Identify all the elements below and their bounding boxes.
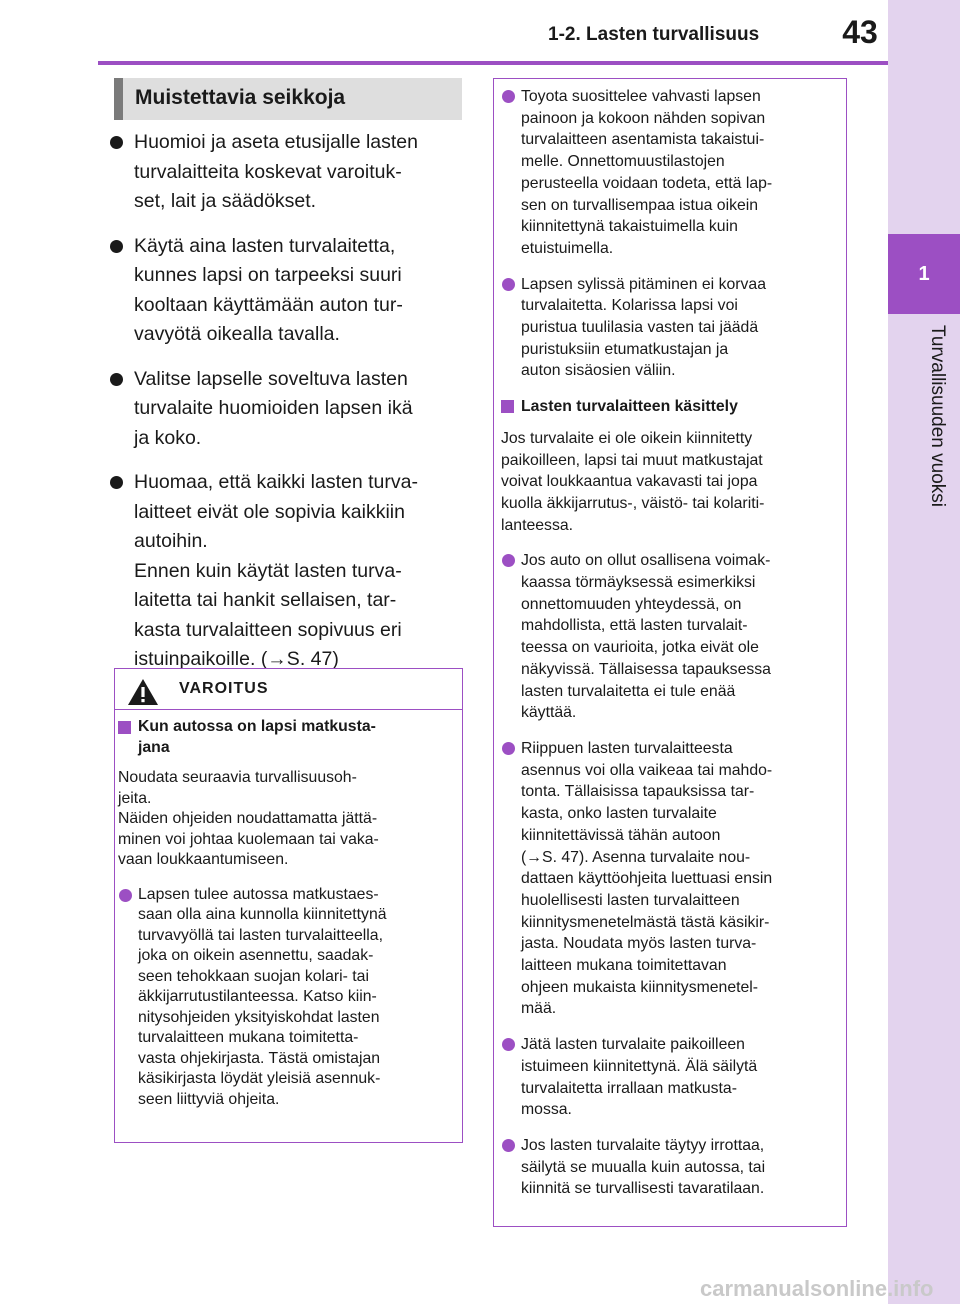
text-line: painoon ja kokoon nähden sopivan — [521, 109, 766, 127]
text-line: Jos lasten turvalaite täytyy irrottaa, — [521, 1136, 765, 1154]
text-line: Jätä lasten turvalaite paikoilleen — [521, 1036, 745, 1054]
text-line: turvavyöllä tai lasten turvalaitteella, — [138, 926, 383, 944]
circle-bullet-icon — [502, 554, 515, 567]
text-line: kuolla äkkijarrutus-, väistö- tai kolariti- — [501, 494, 765, 512]
text-line: Lapsen tulee autossa matkustaes- — [138, 885, 379, 903]
bullet-line: ja koko. — [134, 426, 202, 449]
bullet-line: turvalaitteita koskevat varoituk- — [134, 160, 402, 183]
text-line: vaan loukkaantumiseen. — [118, 851, 289, 868]
warning-box — [114, 668, 463, 1143]
bullet-line: turvalaite huomioiden lapsen ikä — [134, 397, 413, 419]
text-line: kiinnitettävissä tähän autoon — [521, 826, 721, 844]
text-line: laitteen mukana toimitettavan — [521, 957, 727, 975]
bullet-line: Ennen kuin käytät lasten turva- — [134, 559, 402, 582]
text-line: ohjeen mukaista kiinnitysmenetel- — [521, 978, 759, 996]
text-line: Jos turvalaite ei ole oikein kiinnitetty — [501, 429, 753, 447]
text-line: mahdollista, että lasten turvalait- — [521, 617, 748, 635]
text-line: tonta. Tällaisissa tapauksissa tar- — [521, 783, 755, 801]
bullet-dot-icon — [110, 373, 123, 386]
text-line: äkkijarrutustilanteessa. Katso kiin- — [138, 988, 377, 1005]
circle-bullet-icon — [502, 90, 515, 103]
text-line: asennus voi olla vaikeaa tai mahdo- — [521, 761, 773, 779]
text-line: voivat loukkaantua vakavasti tai jopa — [501, 473, 758, 491]
text-line: Toyota suosittelee vahvasti lapsen — [521, 88, 761, 105]
bullet-line: autoihin. — [134, 530, 208, 552]
text-line: Näiden ohjeiden noudattamatta jättä- — [118, 810, 378, 827]
text-line: mää. — [521, 1000, 557, 1018]
note-title: Muistettavia seikkoja — [135, 86, 346, 109]
text-line: turvalaitteen asentamista takaistui- — [521, 131, 765, 149]
bullet-line: laitteet eivät ole sopivia kaikkiin — [134, 500, 405, 523]
text-line: vasta ohjekirjasta. Tästä omistajan — [138, 1049, 381, 1067]
bullet-line: kasta turvalaitteen sopivuus eri — [134, 618, 402, 641]
text-line: puristuksiin etumatkustajan ja — [521, 340, 729, 358]
text-line: jeita. — [118, 789, 152, 807]
bullet-line: Käytä aina lasten turvalaitetta, — [134, 234, 396, 257]
text-line: Noudata seuraavia turvallisuusoh- — [118, 769, 357, 786]
text-line: kiinnitysmenetelmästä tästä käsikir- — [521, 913, 770, 931]
warning-body — [118, 717, 443, 1124]
list-item — [501, 738, 836, 1020]
bullet-line: istuinpaikoille. (→S. 47) — [134, 648, 339, 670]
text-line: kaassa törmäyksessä esimerkiksi — [521, 574, 756, 592]
list-item — [118, 885, 443, 1111]
warning-label: VAROITUS — [179, 680, 269, 697]
note-bullet-list — [108, 128, 463, 690]
text-line: Lapsen sylissä pitäminen ei korvaa — [521, 275, 766, 293]
square-bullet-icon — [118, 721, 131, 734]
text-line: istuimeen kiinnitettynä. Älä säilytä — [521, 1057, 758, 1075]
bullet-line: Huomaa, että kaikki lasten turva- — [134, 471, 418, 493]
text-line: turvalaitteen mukana toimitetta- — [138, 1029, 359, 1046]
circle-bullet-icon — [119, 889, 132, 902]
list-item — [108, 468, 463, 675]
text-line: nitysohjeiden yksityiskohdat lasten — [138, 1008, 380, 1026]
text-line: saan olla aina kunnolla kiinnitettynä — [138, 906, 387, 923]
text-line: paikoilleen, lapsi tai muut matkustajat — [501, 451, 763, 469]
bullet-dot-icon — [110, 136, 123, 149]
page-reference-line: (→S. 47). Asenna turvalaite nou- — [521, 848, 751, 866]
chapter-number-tab: 1 — [888, 234, 960, 314]
text-line: kiinnitä se turvallisesti tavaratilaan. — [521, 1180, 765, 1198]
text-line: dattaen käyttöohjeita luettuasi ensin — [521, 870, 773, 888]
text-line: minen voi johtaa kuolemaan tai vaka- — [118, 830, 379, 848]
text-line: melle. Onnettomuustilastojen — [521, 153, 725, 171]
chapter-label: Turvallisuuden vuoksi — [927, 325, 948, 507]
text-line: lasten turvalaitetta ei tule enää — [521, 682, 736, 700]
warning-continuation-box — [493, 78, 847, 1227]
chapter-sidebar — [888, 0, 960, 1304]
bullet-line: vavyötä oikealla tavalla. — [134, 323, 340, 345]
circle-bullet-icon — [502, 1139, 515, 1152]
text-line: lanteessa. — [501, 516, 574, 534]
text-line: kiinnitettynä takaistuimella kuin — [521, 218, 738, 236]
warning-intro — [118, 768, 443, 871]
warning-triangle-icon — [127, 678, 159, 706]
text-line: säilytä se muualla kuin autossa, tai — [521, 1158, 766, 1176]
text-line: huolellisesti lasten turvalaitteen — [521, 891, 740, 909]
header-divider — [98, 61, 888, 65]
text-line: näkyvissä. Tällaisessa tapauksessa — [521, 660, 771, 678]
square-bullet-icon — [501, 400, 514, 413]
list-item — [501, 86, 836, 260]
bullet-line: kooltaan käyttämään auton tur- — [134, 293, 403, 316]
text-line: Jos auto on ollut osallisena voimak- — [521, 552, 771, 570]
bullet-line: laitetta tai hankit sellaisen, tar- — [134, 589, 397, 611]
text-line: käyttää. — [521, 704, 577, 722]
text-line: joka on oikein asennettu, saadak- — [138, 947, 374, 964]
text-line: jasta. Noudata myös lasten turva- — [521, 935, 757, 953]
bullet-line: Huomioi ja aseta etusijalle lasten — [134, 131, 418, 153]
handling-subheading — [501, 396, 836, 418]
text-line: puristua tuulilasia vasten tai jäädä — [521, 319, 759, 337]
section-title: 1-2. Lasten turvallisuus — [548, 24, 760, 45]
bullet-dot-icon — [110, 240, 123, 253]
text-line: onnettomuuden yhteydessä, on — [521, 595, 742, 613]
text-line: seen tehokkaan suojan kolari- tai — [138, 967, 369, 985]
text-line: teessa on vaurioita, jotka eivät ole — [521, 639, 759, 657]
circle-bullet-icon — [502, 278, 515, 291]
subheading-line: Lasten turvalaitteen käsittely — [521, 398, 738, 416]
subheading-line: jana — [138, 738, 170, 756]
text-line: turvalaitetta. Kolarissa lapsi voi — [521, 297, 738, 315]
list-item — [501, 1135, 836, 1200]
bullet-line: kunnes lapsi on tarpeeksi suuri — [134, 264, 402, 286]
note-heading-box — [114, 78, 462, 120]
bullet-line: Valitse lapselle soveltuva lasten — [134, 367, 408, 390]
warning-continuation-body — [501, 86, 836, 1214]
list-item — [108, 232, 463, 350]
circle-bullet-icon — [502, 1038, 515, 1051]
circle-bullet-icon — [502, 742, 515, 755]
bullet-line: set, lait ja säädökset. — [134, 190, 317, 212]
text-line: kasta, onko lasten turvalaite — [521, 805, 717, 823]
text-line: turvalaitetta irrallaan matkusta- — [521, 1079, 737, 1097]
list-item — [501, 274, 836, 383]
warning-subheading — [118, 717, 443, 758]
page-number: 43 — [842, 14, 878, 50]
text-line: käsikirjasta löydät yleisiä asennuk- — [138, 1070, 381, 1087]
text-line: etuistuimella. — [521, 239, 614, 257]
list-item — [501, 1034, 836, 1121]
text-line: perusteella voidaan todeta, että lap- — [521, 174, 773, 192]
text-line: auton sisäosien väliin. — [521, 362, 676, 380]
handling-intro — [501, 428, 836, 537]
warning-header — [115, 669, 462, 710]
text-line: mossa. — [521, 1101, 572, 1119]
text-line: seen liittyviä ohjeita. — [138, 1090, 280, 1108]
text-line: Riippuen lasten turvalaitteesta — [521, 739, 733, 757]
subheading-line: Kun autossa on lapsi matkusta- — [138, 718, 376, 735]
watermark: carmanualsonline.info — [700, 1276, 934, 1301]
bullet-dot-icon — [110, 476, 123, 489]
list-item — [501, 550, 836, 724]
list-item — [108, 128, 463, 217]
text-line: sen on turvallisempaa istua oikein — [521, 196, 759, 214]
list-item — [108, 365, 463, 454]
